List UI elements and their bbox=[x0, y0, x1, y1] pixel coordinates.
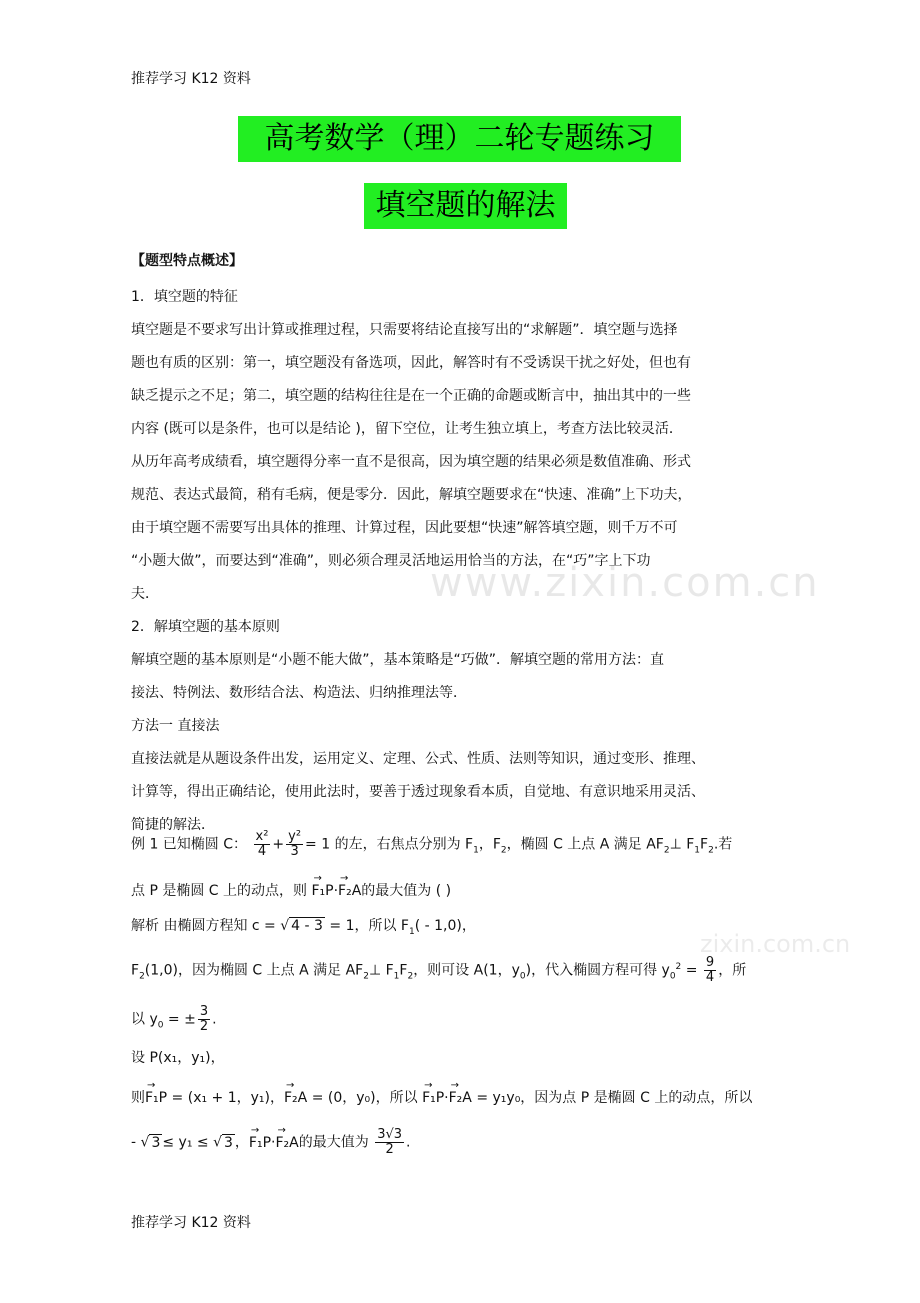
solution-line: 则→ F₁P = (x₁ + 1，y₁)，→ F₂A = (0，y₀)，所以 → F₁P·→ F₂A = y₁y₀，因为点 P 是椭圆 C 上的动点，所以 bbox=[131, 1087, 752, 1107]
fraction-y2-over-3: $\frac{\text{y²}}{3}$ bbox=[288, 829, 302, 859]
item-heading: 2．解填空题的基本原则 bbox=[131, 619, 280, 635]
fraction-9-over-4: $\frac{9}{4}$ bbox=[705, 955, 715, 985]
fraction-3-over-2: $\frac{3}{2}$ bbox=[199, 1004, 209, 1034]
solution-line: 设 P(x₁，y₁)， bbox=[131, 1050, 225, 1066]
watermark: www.zixin.com.cn bbox=[430, 560, 820, 606]
page-header: 推荐学习 K12 资料 bbox=[131, 71, 251, 87]
vector-f1p: → F₁P bbox=[422, 1090, 444, 1106]
method-heading: 方法一 直接法 bbox=[131, 718, 220, 734]
paragraph-line: 填空题是不要求写出计算或推理过程，只需要将结论直接写出的“求解题”．填空题与选择 bbox=[131, 322, 678, 338]
fraction-3sqrt3-over-2: $\frac{3√3}{2}$ bbox=[377, 1127, 403, 1157]
document-title: 高考数学（理）二轮专题练习 bbox=[238, 116, 681, 162]
solution-line: - √ 3 ≤ y₁ ≤ √ 3 ，→ F₁P·→ F₂A的最大值为 $\frac{3√3}{2}$ . bbox=[131, 1128, 410, 1157]
item-heading: 1．填空题的特征 bbox=[131, 289, 238, 305]
paragraph-line: 题也有质的区别：第一，填空题没有备选项，因此，解答时有不受诱误干扰之好处，但也有 bbox=[131, 355, 691, 371]
vector-f1p: → F₁P bbox=[311, 883, 333, 899]
radical: 3 bbox=[224, 1134, 233, 1151]
paragraph-line: 规范、表达式最简，稍有毛病，便是零分．因此，解填空题要求在“快速、准确”上下功夫， bbox=[131, 487, 692, 503]
paragraph-line: 夫． bbox=[131, 586, 159, 602]
example-line: 点 P 是椭圆 C 上的动点，则 → F₁P·→ F₂A的最大值为 ( ) bbox=[131, 880, 451, 900]
example-line: 例 1 已知椭圆 C： $\frac{\text{x²}}{4}$ + $\frac{\text{y²}}{3}$ = 1 的左，右焦点分别为 $F_1$，$F_2$，椭圆 C 上点 A 满足 $AF_2\perp$ $F_1F_2$.若 bbox=[131, 829, 733, 859]
radical: 4 - 3 bbox=[291, 918, 323, 934]
paragraph-line: 直接法就是从题设条件出发，运用定义、定理、公式、性质、法则等知识，通过变形、推理、 bbox=[131, 751, 705, 767]
paragraph-line: 解填空题的基本原则是“小题不能大做”，基本策略是“巧做”．解填空题的常用方法：直 bbox=[131, 652, 665, 668]
paragraph-line: 计算等，得出正确结论，使用此法时，要善于透过现象看本质，自觉地、有意识地采用灵活、 bbox=[131, 784, 705, 800]
fraction-x2-over-4: $\frac{\text{x²}}{4}$ bbox=[255, 829, 269, 859]
section-heading: 【题型特点概述】 bbox=[131, 253, 243, 269]
paragraph-line: 缺乏提示之不足；第二，填空题的结构往往是在一个正确的命题或断言中，抽出其中的一些 bbox=[131, 388, 691, 404]
watermark-secondary: zixin.com.cn bbox=[700, 930, 851, 958]
paragraph-line: 由于填空题不需要写出具体的推理、计算过程，因此要想“快速”解答填空题，则千万不可 bbox=[131, 520, 678, 536]
page-footer: 推荐学习 K12 资料 bbox=[131, 1215, 251, 1231]
paragraph-line: “小题大做”，而要达到“准确”，则必须合理灵活地运用恰当的方法，在“巧”字上下功 bbox=[131, 553, 651, 569]
solution-line: 解析 由椭圆方程知 c = √ 4 - 3 = 1，所以 $F_1( - 1,0)$， bbox=[131, 918, 476, 937]
vector-f2a: → F₂A bbox=[338, 883, 361, 899]
vector-f2a: → F₂A bbox=[449, 1090, 472, 1106]
vector-f1p: → F₁P bbox=[249, 1135, 271, 1151]
vector-f1p: → F₁P bbox=[145, 1090, 167, 1106]
solution-line: 以 $y_0$ = ± $\frac{3}{2}$ . bbox=[131, 1004, 217, 1034]
paragraph-line: 接法、特例法、数形结合法、构造法、归纳推理法等． bbox=[131, 685, 467, 701]
paragraph-line: 简捷的解法． bbox=[131, 817, 215, 833]
paragraph-line: 内容 (既可以是条件，也可以是结论 )，留下空位，让考生独立填上，考查方法比较灵活． bbox=[131, 421, 683, 437]
vector-f2a: → F₂A bbox=[284, 1090, 307, 1106]
radical: 3 bbox=[151, 1134, 161, 1151]
example-text: 例 1 已知椭圆 C： bbox=[131, 836, 248, 853]
document-subtitle: 填空题的解法 bbox=[364, 183, 567, 229]
vector-f2a: → F₂A bbox=[275, 1135, 298, 1151]
solution-line: $F_2(1,0)$，因为椭圆 C 上点 A 满足 $AF_2\perp$ $F_1F_2$，则可设 A(1，$y_0$)，代入椭圆方程可得 $y_0^2$ = $\frac{9}{4}$ ，所 bbox=[131, 955, 747, 985]
paragraph-line: 从历年高考成绩看，填空题得分率一直不是很高，因为填空题的结果必须是数值准确、形式 bbox=[131, 454, 691, 470]
